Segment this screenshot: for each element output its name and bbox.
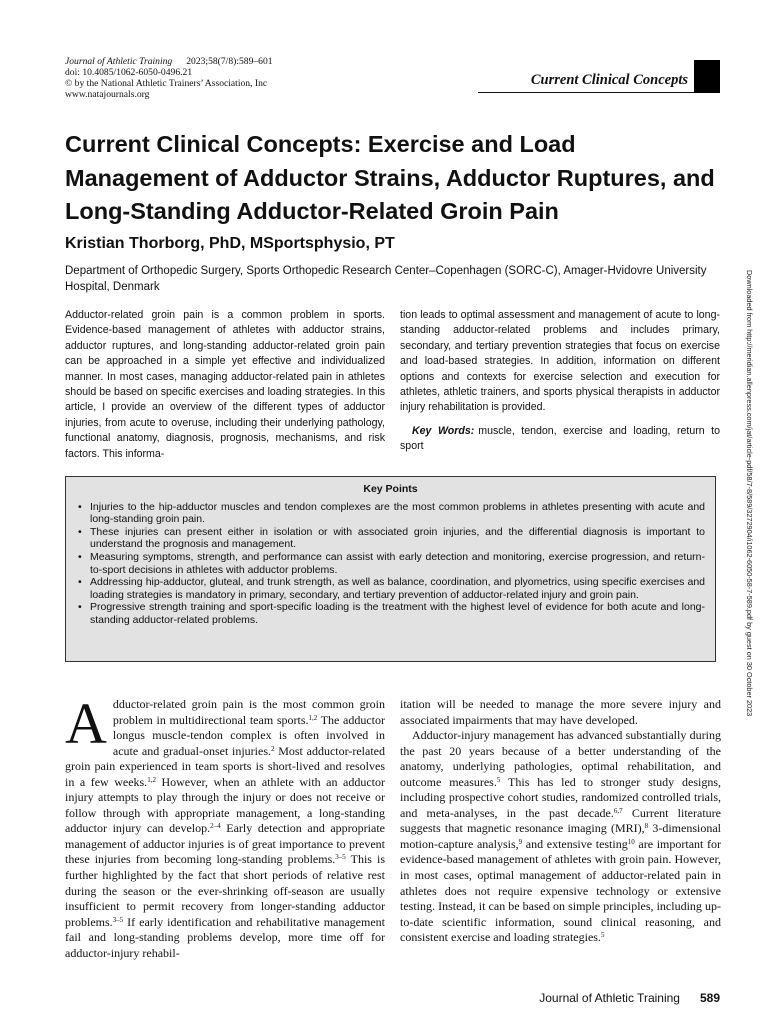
keywords-text: muscle, tendon, exercise and loading, return to sport	[400, 424, 721, 453]
page-number: 589	[699, 991, 720, 1005]
body-paragraph-1-continued: itation will be needed to manage the more severe injury and associated impairments that may have developed.	[400, 697, 721, 727]
journal-name: Journal of Athletic Training	[65, 56, 173, 67]
key-points-title: Key Points	[363, 483, 418, 495]
body-text: Most adductor-related groin pain experienced in team sports is short-lived and resolves in a few weeks.	[65, 743, 385, 789]
section-rule	[478, 92, 718, 93]
abstract-right	[400, 308, 720, 455]
footer-journal: Journal of Athletic Training	[539, 991, 680, 1005]
page-footer	[520, 991, 720, 1005]
body-paragraph-1	[65, 691, 386, 961]
copyright: © by the National Athletic Trainers’ Association, Inc	[65, 78, 268, 89]
key-point-item: • Measuring symptoms, strength, and performance can assist with early detection and monitoring, exercise progression, and return-to-sport decisions in athletes with adductor problems.	[76, 551, 705, 576]
key-point-item: • Addressing hip-adductor, gluteal, and trunk strength, as well as balance, coordination, and plyometrics, using specific exercises and loading strategies is mandatory in primary, secondary, and tertiary prevention of adductor-related injury and groin pain.	[76, 576, 705, 601]
body-text: This has led to stronger study designs, including prospective cohort studies, randomized controlled trials, and meta-analyses, in the past decade.	[400, 774, 721, 820]
drop-cap: A	[65, 691, 107, 756]
citation-ref: 8	[644, 822, 649, 831]
citation-ref: 9	[518, 837, 523, 846]
body-text: Adductor-injury management has advanced substantially during the past 20 years because of a better understanding of the anatomy, underlying pathologies, optimal rehabilitation, and outcome measures.	[400, 728, 721, 789]
body-text: However, when an athlete with an adductor injury attempts to play through the injury or does not receive or follow through with appropriate management, a long-standing adductor injury can develop.	[65, 774, 385, 836]
key-point-item: • Injuries to the hip-adductor muscles and tendon complexes are the most common problems in athletes presenting with acute and long-standing groin pain.	[76, 501, 705, 526]
body-text: dductor-related groin pain is the most common groin problem in multidirectional team sports.	[112, 697, 385, 727]
doi: doi: 10.4085/1062-6050-0496.21	[65, 67, 193, 78]
abstract-left	[65, 308, 385, 462]
body-text: The adductor longus muscle-tendon complex is often involved in acute and gradual-onset injuries.	[112, 712, 385, 758]
keywords	[400, 424, 720, 455]
journal-meta	[65, 56, 273, 100]
body-text: If early identification and rehabilitative management fail and long-standing problems develop, more time off for adductor-injury rehabil-	[65, 914, 385, 960]
website: www.natajournals.org	[65, 89, 150, 100]
citation: 2023;58(7/8):589–601	[186, 56, 273, 67]
download-note	[742, 270, 754, 830]
body-column-right	[400, 697, 721, 946]
section-label: Current Clinical Concepts	[530, 72, 688, 88]
keywords-label: Key Words:	[412, 424, 475, 437]
body-paragraph-2	[400, 728, 721, 946]
section-block	[694, 60, 720, 93]
article-title: Current Clinical Concepts: Exercise and Load Management of Adductor Strains, Adductor Ruptures, and Long-Standing Adductor-Related Groin Pain	[65, 131, 715, 224]
body-text: Current literature suggests that magnetic resonance imaging (MRI),	[400, 805, 721, 836]
citation-ref: 1,2	[308, 713, 318, 722]
citation-ref: 1,2	[147, 775, 156, 784]
key-point-item: • Progressive strength training and sport-specific loading is the treatment with the highest level of evidence for both acute and long-standing adductor-related problems.	[76, 601, 705, 626]
abstract-text-left: Adductor-related groin pain is a common problem in sports. Evidence-based management of athletes with adductor strains, adductor ruptures, and long-standing adductor-related groin pain can be approached in a simple yet effective and individualized manner. In most cases, managing adductor-related pain in athletes should be based on specific exercises and loading strategies. In this article, I provide an overview of the different types of adductor injuries, from acute to overuse, including their underlying pathology, functional anatomy, diagnosis, prognosis, mechanisms, and risk factors. This informa-	[65, 309, 385, 460]
citation-ref: 5	[600, 931, 605, 940]
key-points-list	[76, 501, 705, 627]
download-note-text: Downloaded from http://meridian.allenpress.com/jat/article-pdf/58/7-8/589/3272904/i1062-6050-58-7-589.pdf by guest on 30 October 2023	[745, 270, 754, 717]
body-text: This is further highlighted by the fact that short periods of relative rest during the season or the ever-shrinking off-season are usually insufficient to permit recovery from longer-standing adductor problems.	[65, 852, 386, 929]
author: Kristian Thorborg, PhD, MSportsphysio, PT	[65, 235, 395, 252]
citation-ref: 2	[271, 744, 275, 753]
abstract-text-right: tion leads to optimal assessment and management of acute to long-standing adductor-related problems and includes primary, secondary, and tertiary prevention strategies that focus on exercise and load-based strategies. In addition, information on different options and contexts for exercise selection and execution for athletes, athletic trainers, and sports physical therapists in adductor injury rehabilitation is provided.	[400, 309, 720, 414]
key-point-item: • These injuries can present either in isolation or with associated groin injuries, and the differential diagnosis is important to understand the prognosis and management.	[76, 526, 705, 551]
citation-ref: 3–5	[335, 853, 346, 862]
citation-ref: 2–4	[210, 822, 221, 831]
citation-ref: 5	[496, 775, 501, 784]
body-text: and extensive testing	[522, 836, 628, 851]
body-column-left	[65, 691, 386, 961]
citation-ref: 10	[627, 837, 635, 846]
body-text: are important for evidence-based management of athletes with groin pain. However, in most cases, optimal management of adductor-related pain in athletes does not require expensive technology or extensive testing. Instead, it can be based on simple principles, including up-to-date scientific information, sound clinical reasoning, and consistent exercise and loading strategies.	[400, 836, 721, 945]
citation-ref: 3–5	[112, 915, 124, 924]
body-text: 3-dimensional motion-capture analysis,	[400, 821, 722, 851]
citation-ref: 6,7	[613, 806, 623, 815]
body-text: Early detection and appropriate management of adductor injuries is of great importance to prevent these injuries from becoming long-standing problems.	[65, 821, 385, 867]
affiliation: Department of Orthopedic Surgery, Sports Orthopedic Research Center–Copenhagen (SORC-C), Amager-Hvidovre University Hospital, Denmark	[65, 265, 707, 293]
key-points-box	[65, 476, 716, 662]
